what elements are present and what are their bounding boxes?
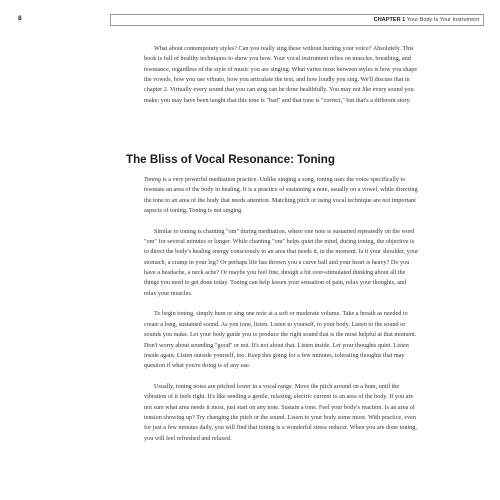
section-heading: The Bliss of Vocal Resonance: Toning [126, 153, 335, 166]
toning-term: Toning [144, 176, 161, 183]
paragraph-chanting: Similar to toning is chanting "om" during meditation, where one note is sustained repeatedly on the word "om" for several minutes or longer. While chanting "om" helps quiet the mind, during toning, the objective is to direct the body's healing energy consciously to an area that needs it, in the moment. Is it your shoulder, your stomach, a cramp in your leg? Or perhaps life has thrown you a curve ball and your heart is heavy? Do you have a headache, a neck ache? Or maybe you feel fine, though a bit over-stimulated thinking about all the things you need to get done today. Toning can help lessen your sensation of pain, relax your thoughts, and relax your muscles. [144, 227, 419, 297]
paragraph-toning-intro [144, 175, 420, 216]
intro-text-a: What about contemporary styles? Can you really sing these without hurting your voice? Absolutely. This book is full of healthy techniques to show you how. Your vocal instrument relies on muscles, breathing, and resonance, regardless of the style of music you are singing. What varies most between styles is how you shape the vowels, how you use vibrato, how you articulate the text, and how loudly you sing. We'll discuss that in chapter 2. Virtually every sound that you can sing can be done healthfully. You may not [144, 45, 418, 94]
chapter-label [374, 17, 479, 23]
intro-emphasis: like [362, 86, 372, 94]
running-header [18, 14, 484, 28]
intro-block [144, 44, 420, 106]
paragraph-text: is a very powerful meditation practice. Unlike singing a song, toning uses the voice specifically to resonate an area of the body in healing. It is a practice of sustaining a note, usually on a vowel, while directing the tone to an area of the body that needs attention. Matching pitch or using vocal technique are not important aspects of toning. Toning is not singing. [144, 176, 418, 215]
paragraph-begin-toning: To begin toning, simply hum or sing one note at a soft or moderate volume. Take a breath as needed to create a long, sustained sound. As you tone, listen. Listen to yourself, to your body. Listen to the sound or sounds you make. Let your body guide you to produce the right sound that is the most helpful at that moment. Don't worry about sounding "good" or not. It's not about that. Listen inside. Let your thoughts quiet. Listen inside again. Listen outside yourself, too. Keep this going for a few minutes, tolerating thoughts that may question if what you're doing is of any use. [144, 310, 417, 370]
chapter-title: Your Body Is Your Instrument [406, 16, 479, 23]
chapter-number: CHAPTER 1 [373, 16, 406, 23]
intro-text-b: every sound you make; you may have been taught that this tone is "bad" and that tone is "correct," but that's a different story. [144, 86, 414, 104]
page-number: 8 [18, 15, 22, 22]
intro-paragraph [144, 44, 420, 106]
header-rule-box [110, 14, 484, 26]
section-body [144, 175, 420, 444]
paragraph-pitch: Usually, toning notes are pitched lower in a vocal range. Move the pitch around on a hum, until the vibration of it feels right. It's like sending a gentle, relaxing, electric current to an area of the body. If you are not sure what area needs it most, just start on any note. Sustain a tone. Feel your body's reaction. Is an area of tension showing up? Try changing the pitch or the sound. Listen to your body some more. With practice, even for just a few minutes daily, you will find that toning is a wonderful stress reducer. When you are done toning, you will feel refreshed and relaxed. [144, 382, 417, 442]
